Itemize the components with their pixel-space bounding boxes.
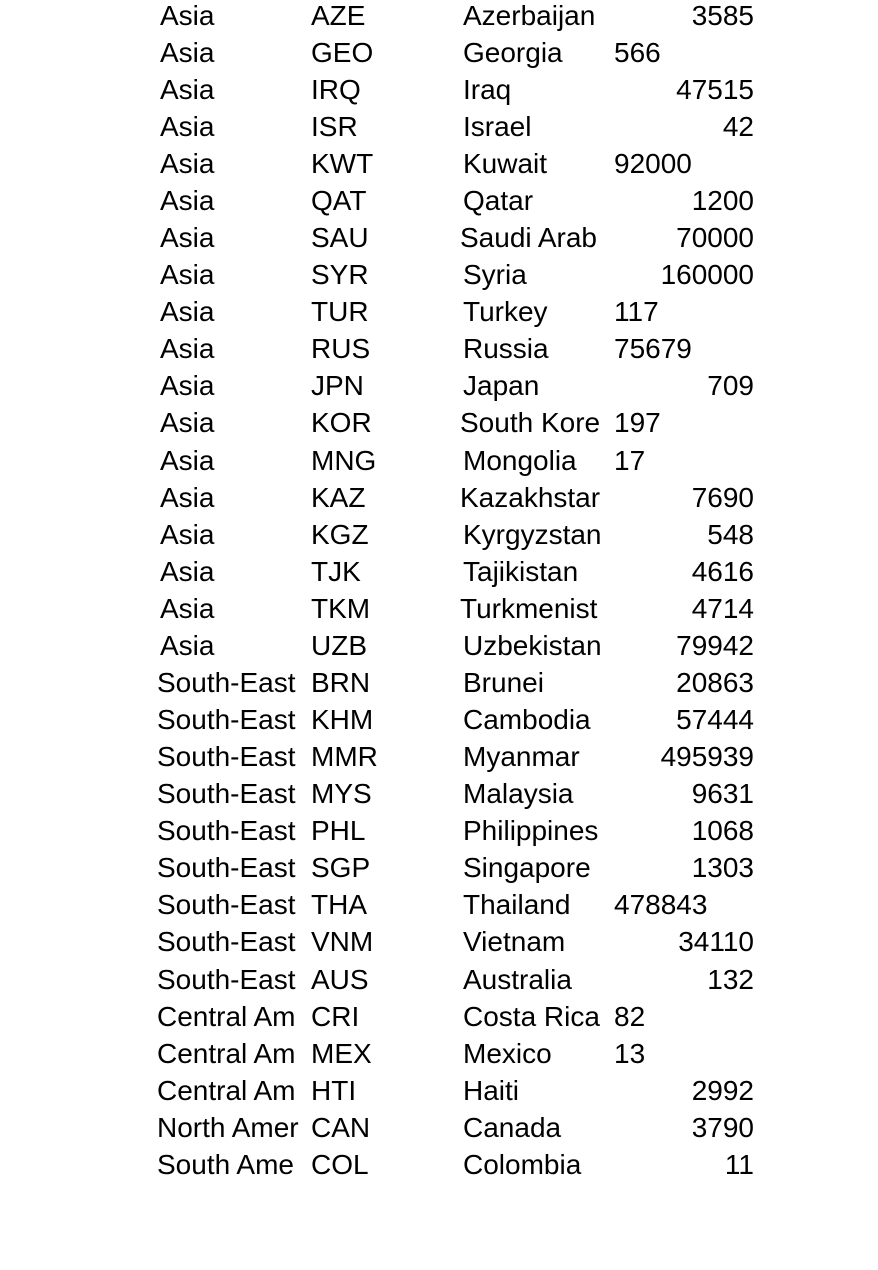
table-row (0, 37, 878, 74)
value-cell[interactable]: 42 (722, 111, 754, 142)
region-cell[interactable]: Asia (160, 74, 215, 105)
table-row (0, 1075, 878, 1112)
value-cell[interactable]: 13 (614, 1038, 646, 1069)
code-cell[interactable]: AUS (311, 964, 369, 995)
region-cell[interactable]: South-East (157, 889, 296, 920)
country-cell[interactable]: Uzbekistan (463, 630, 602, 661)
code-cell[interactable]: TUR (311, 296, 369, 327)
country-cell[interactable]: Turkey (463, 296, 548, 327)
value-cell[interactable]: 132 (707, 964, 754, 995)
table-row (0, 593, 878, 630)
table-row (0, 407, 878, 444)
country-cell[interactable]: Kazakhstar (460, 482, 601, 513)
table-row (0, 445, 878, 482)
region-cell[interactable]: Asia (160, 296, 215, 327)
table-row (0, 519, 878, 556)
value-cell[interactable]: 2992 (691, 1075, 754, 1106)
value-cell[interactable]: 3790 (691, 1112, 754, 1143)
code-cell[interactable]: THA (311, 889, 367, 920)
code-cell[interactable]: ISR (311, 111, 358, 142)
code-cell[interactable]: COL (311, 1149, 369, 1180)
code-cell[interactable]: GEO (311, 37, 374, 68)
country-cell[interactable]: South Kore (460, 407, 601, 438)
code-cell[interactable]: RUS (311, 333, 371, 364)
value-cell[interactable]: 478843 (614, 889, 708, 920)
value-cell[interactable]: 34110 (678, 926, 754, 957)
table-row (0, 148, 878, 185)
region-cell[interactable]: Asia (160, 556, 215, 587)
country-cell[interactable]: Kyrgyzstan (463, 519, 602, 550)
table-row (0, 185, 878, 222)
table-row (0, 370, 878, 407)
table-row (0, 0, 878, 37)
value-cell[interactable]: 70000 (676, 222, 754, 253)
value-cell[interactable]: 47515 (676, 74, 754, 105)
region-cell[interactable]: South-East (157, 741, 296, 772)
country-cell[interactable]: Russia (463, 333, 549, 364)
code-cell[interactable]: KAZ (311, 482, 366, 513)
country-cell[interactable]: Kuwait (463, 148, 548, 179)
table-row (0, 889, 878, 926)
region-cell[interactable]: South-East (157, 815, 296, 846)
country-cell[interactable]: Israel (463, 111, 532, 142)
country-cell[interactable]: Cambodia (463, 704, 591, 735)
value-cell[interactable]: 9631 (691, 778, 754, 809)
country-cell[interactable]: Malaysia (463, 778, 574, 809)
code-cell[interactable]: KHM (311, 704, 374, 735)
value-cell[interactable]: 709 (707, 370, 754, 401)
region-cell[interactable]: South-East (157, 852, 296, 883)
value-cell[interactable]: 160000 (660, 259, 754, 290)
code-cell[interactable]: SGP (311, 852, 371, 883)
region-cell[interactable]: Asia (160, 519, 215, 550)
value-cell[interactable]: 117 (614, 296, 659, 327)
region-cell[interactable]: Asia (160, 482, 215, 513)
region-cell[interactable]: North Amer (157, 1112, 299, 1143)
region-cell[interactable]: South-East (157, 926, 296, 957)
code-cell[interactable]: UZB (311, 630, 367, 661)
country-cell[interactable]: Georgia (463, 37, 563, 68)
code-cell[interactable]: MNG (311, 445, 377, 476)
table-row (0, 1149, 878, 1186)
table-row (0, 1112, 878, 1149)
table-row (0, 74, 878, 111)
table-row (0, 296, 878, 333)
table-row (0, 926, 878, 963)
value-cell[interactable]: 75679 (614, 333, 692, 364)
table-row (0, 741, 878, 778)
code-cell[interactable]: SYR (311, 259, 369, 290)
code-cell[interactable]: KGZ (311, 519, 369, 550)
code-cell[interactable]: AZE (311, 0, 366, 31)
country-cell[interactable]: Thailand (463, 889, 571, 920)
code-cell[interactable]: PHL (311, 815, 366, 846)
region-cell[interactable]: Asia (160, 37, 215, 68)
country-cell[interactable]: Costa Rica (463, 1001, 600, 1032)
country-cell[interactable]: Japan (463, 370, 540, 401)
region-cell[interactable]: Asia (160, 185, 215, 216)
value-cell[interactable]: 92000 (614, 148, 692, 179)
code-cell[interactable]: IRQ (311, 74, 361, 105)
table-row (0, 667, 878, 704)
code-cell[interactable]: CRI (311, 1001, 360, 1032)
code-cell[interactable]: KOR (311, 407, 372, 438)
value-cell[interactable]: 7690 (691, 482, 754, 513)
value-cell[interactable]: 1303 (691, 852, 754, 883)
region-cell[interactable]: Asia (160, 222, 215, 253)
table-row (0, 222, 878, 259)
code-cell[interactable]: SAU (311, 222, 369, 253)
table-row (0, 630, 878, 667)
table-row (0, 964, 878, 1001)
region-cell[interactable]: Asia (160, 593, 215, 624)
region-cell[interactable]: Asia (160, 407, 215, 438)
code-cell[interactable]: VNM (311, 926, 374, 957)
value-cell[interactable]: 1200 (691, 185, 754, 216)
country-cell[interactable]: Australia (463, 964, 572, 995)
table-row (0, 704, 878, 741)
value-cell[interactable]: 197 (614, 407, 661, 438)
table-row (0, 852, 878, 889)
country-cell[interactable]: Haiti (463, 1075, 520, 1106)
value-cell[interactable]: 4714 (691, 593, 754, 624)
value-cell[interactable]: 11 (724, 1149, 754, 1180)
code-cell[interactable]: MMR (311, 741, 378, 772)
country-cell[interactable]: Mexico (463, 1038, 552, 1069)
country-cell[interactable]: Mongolia (463, 445, 577, 476)
region-cell[interactable]: Asia (160, 370, 215, 401)
value-cell[interactable]: 3585 (691, 0, 754, 31)
code-cell[interactable]: JPN (311, 370, 364, 401)
region-cell[interactable]: South Ame (157, 1149, 294, 1180)
region-cell[interactable]: South-East (157, 964, 296, 995)
region-cell[interactable]: Asia (160, 333, 215, 364)
region-cell[interactable]: South-East (157, 667, 296, 698)
country-cell[interactable]: Iraq (463, 74, 512, 105)
value-cell[interactable]: 17 (614, 445, 646, 476)
region-cell[interactable]: South-East (157, 778, 296, 809)
region-cell[interactable]: Asia (160, 259, 215, 290)
region-cell[interactable]: Asia (160, 0, 215, 31)
region-cell[interactable]: Asia (160, 111, 215, 142)
country-cell[interactable]: Turkmenist (460, 593, 598, 624)
value-cell[interactable]: 82 (614, 1001, 646, 1032)
value-cell[interactable]: 4616 (691, 556, 754, 587)
table-row (0, 259, 878, 296)
region-cell[interactable]: Asia (160, 148, 215, 179)
value-cell[interactable]: 1068 (691, 815, 754, 846)
country-cell[interactable]: Myanmar (463, 741, 580, 772)
table-row (0, 556, 878, 593)
table-row (0, 333, 878, 370)
code-cell[interactable]: MEX (311, 1038, 372, 1069)
code-cell[interactable]: TKM (311, 593, 371, 624)
value-cell[interactable]: 57444 (676, 704, 754, 735)
code-cell[interactable]: QAT (311, 185, 367, 216)
region-cell[interactable]: South-East (157, 704, 296, 735)
country-cell[interactable]: Saudi Arab (460, 222, 597, 253)
table-row (0, 815, 878, 852)
value-cell[interactable]: 495939 (660, 741, 754, 772)
country-cell[interactable]: Azerbaijan (463, 0, 596, 31)
value-cell[interactable]: 79942 (676, 630, 754, 661)
country-cell[interactable]: Tajikistan (463, 556, 579, 587)
code-cell[interactable]: HTI (311, 1075, 357, 1106)
country-cell[interactable]: Syria (463, 259, 527, 290)
country-cell[interactable]: Philippines (463, 815, 599, 846)
code-cell[interactable]: KWT (311, 148, 374, 179)
region-cell[interactable]: Asia (160, 445, 215, 476)
region-cell[interactable]: Central Am (157, 1001, 296, 1032)
code-cell[interactable]: TJK (311, 556, 361, 587)
table-row (0, 778, 878, 815)
country-cell[interactable]: Colombia (463, 1149, 582, 1180)
country-cell[interactable]: Qatar (463, 185, 534, 216)
code-cell[interactable]: CAN (311, 1112, 371, 1143)
value-cell[interactable]: 20863 (676, 667, 754, 698)
table-row (0, 111, 878, 148)
code-cell[interactable]: BRN (311, 667, 371, 698)
table-row (0, 482, 878, 519)
country-cell[interactable]: Vietnam (463, 926, 566, 957)
country-cell[interactable]: Brunei (463, 667, 544, 698)
table-row (0, 1001, 878, 1038)
code-cell[interactable]: MYS (311, 778, 372, 809)
region-cell[interactable]: Central Am (157, 1075, 296, 1106)
value-cell[interactable]: 548 (707, 519, 754, 550)
country-cell[interactable]: Singapore (463, 852, 591, 883)
table-row (0, 1038, 878, 1075)
region-cell[interactable]: Asia (160, 630, 215, 661)
country-cell[interactable]: Canada (463, 1112, 562, 1143)
region-cell[interactable]: Central Am (157, 1038, 296, 1069)
value-cell[interactable]: 566 (614, 37, 661, 68)
